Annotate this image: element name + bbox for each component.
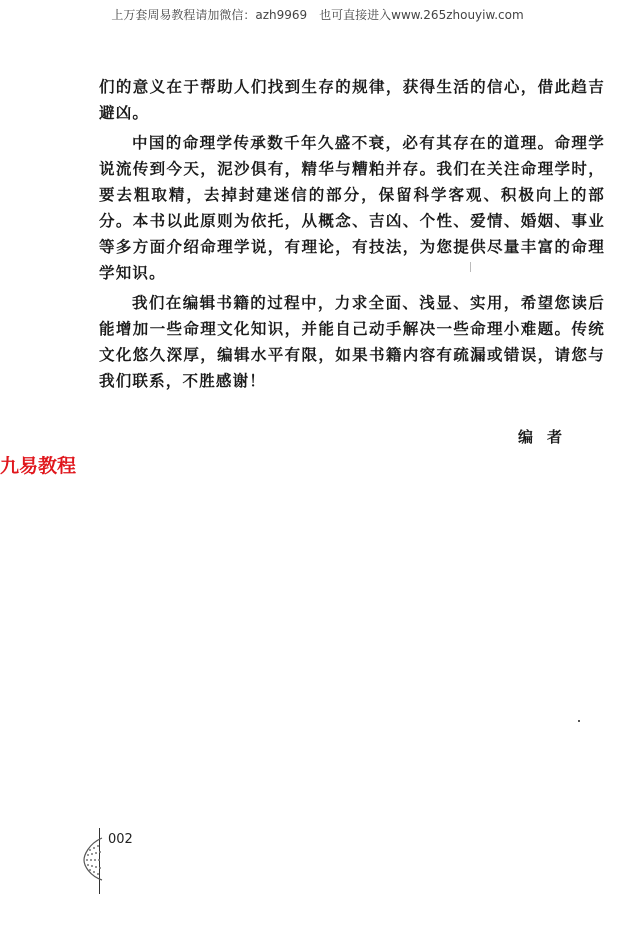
page-corner-ornament-icon [82, 836, 104, 882]
paragraph-2: 中国的命理学传承数千年久盛不衰，必有其存在的道理。命理学说流传到今天，泥沙俱有，精华与糟粕并存。我们在关注命理学时，要去粗取精，去掉封建迷信的部分，保留科学客观、积极向上的部分。本书以此原则为依托，从概念、吉凶、个性、爱情、婚姻、事业等多方面介绍命理学说，有理论，有技法，为您提供尽量丰富的命理学知识。 [99, 133, 605, 282]
article-body [99, 74, 605, 398]
red-watermark-label: 九易教程 [0, 455, 77, 477]
page-number: 002 [108, 832, 133, 847]
header-watermark-note: 上万套周易教程请加微信：azh9969 也可直接进入www.265zhouyiw.com [111, 8, 524, 22]
paragraph-1: 们的意义在于帮助人们找到生存的规律，获得生活的信心，借此趋吉避凶。 [99, 77, 605, 122]
paragraph-3: 我们在编辑书籍的过程中，力求全面、浅显、实用，希望您读后能增加一些命理文化知识，并能自己动手解决一些命理小难题。传统文化悠久深厚，编辑水平有限，如果书籍内容有疏漏或错误，请您与我们联系，不胜感谢！ [99, 293, 605, 390]
scan-speck [470, 262, 471, 272]
editor-signature: 编者 [518, 428, 577, 446]
scan-speck [578, 720, 580, 722]
